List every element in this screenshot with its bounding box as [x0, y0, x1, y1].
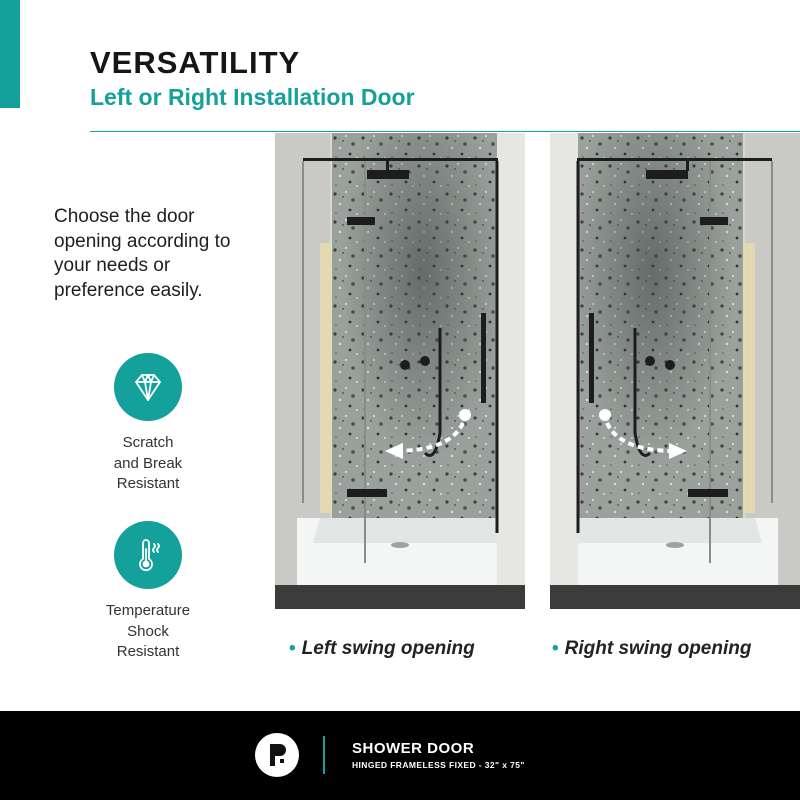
product-subtitle: HINGED FRAMELESS FIXED - 32" x 75" [352, 760, 525, 770]
accent-bar [0, 0, 20, 108]
caption-text: Left swing opening [301, 638, 475, 659]
caption-bullet: • [289, 638, 296, 659]
page-subtitle: Left or Right Installation Door [90, 84, 415, 110]
feature-label: Scratch and Break Resistant [113, 434, 183, 492]
feature-temperature-resistant [78, 521, 218, 663]
brand-logo-icon [255, 733, 299, 777]
left-swing-photo [275, 133, 525, 609]
caption-bullet: • [552, 638, 559, 659]
right-swing-caption [552, 638, 751, 660]
caption-text: Right swing opening [564, 638, 752, 659]
left-swing-caption [289, 638, 475, 660]
brand-logo [255, 733, 299, 777]
footer-divider [323, 736, 325, 774]
feature-icon-circle [114, 521, 182, 589]
header-divider [90, 131, 800, 132]
feature-icon-circle [114, 353, 182, 421]
feature-label: Temperature Shock Resistant [105, 602, 191, 660]
diamond-icon [128, 367, 168, 407]
feature-scratch-resistant [78, 353, 218, 495]
thermometer-icon [128, 535, 168, 575]
product-title: SHOWER DOOR [352, 740, 475, 757]
right-swing-photo [550, 133, 800, 609]
page-title: VERSATILITY [90, 45, 301, 80]
feature-description: Choose the door opening according to your needs or preference easily. [54, 206, 231, 301]
